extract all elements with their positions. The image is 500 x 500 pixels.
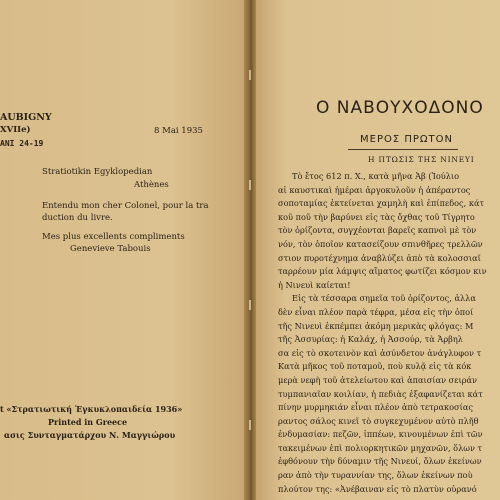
binding-stitch [249, 300, 251, 310]
body-line: στιον πυροτέχνημα ἀναβλύζει ἀπὸ τὰ κολοσσιαῖ [278, 252, 481, 263]
letter-closing: Mes plus excellents compliments [42, 232, 185, 242]
body-line: ἡ Νινευὶ καίεται! [278, 279, 351, 290]
body-line: σοποταμίας ἐκτείνεται χαμηλὴ καὶ ἐπίπεδος, κάτ [278, 198, 485, 209]
binding-stitch [249, 70, 251, 80]
body-text [278, 170, 500, 496]
body-line: πίνην μυρμηκιάν εἶναι πλέον ἀπὸ τετρακοσίας [278, 402, 473, 413]
letter-body-line-2: duction du livre. [42, 213, 113, 223]
heading-rule [348, 149, 458, 150]
body-line: ραν ἀπὸ τὴν τυραννίαν της, ὅλων ἐκείνων ποὺ [278, 470, 473, 481]
body-line: δὲν εἶναι πλέον παρὰ τέφρα, μέσα εἰς τὴν ὁποί [278, 306, 474, 317]
imprint-line-1: t «Στρατιωτική Έγκυκλοπαιδεία 1936» [0, 404, 183, 414]
binding-stitch [249, 180, 251, 190]
part-heading: ΜΕΡΟΣ ΠΡΩΤΟΝ [360, 134, 453, 145]
letter-body-line-1: Entendu mon cher Colonel, pour la tra [42, 201, 209, 211]
body-line: τῆς Νινευὶ ἐκπέμπει ἀκόμη μερικὰς φλόγας: Μ [278, 320, 474, 331]
body-line: ἐφθόνουν τὴν δύναμιν τῆς Νινευί, ὅλων ἐκείνων [278, 456, 482, 467]
body-line: τυμπανιαῖαν κοιλίαν, ἡ πεδιὰς ἐξαφανίζεται κάτ [278, 388, 483, 399]
letter-date: 8 Mai 1935 [154, 126, 203, 136]
body-line: νόν, τὸν ὁποῖον κατασείζουν σπινθῆρες τρελλῶν [278, 238, 483, 249]
body-line: σα εἰς τὸ σκοτεινὸν καὶ ἀσύνδετον ἀνάγλυφον τ [278, 347, 482, 358]
body-line: ραντος σάλος κινεῖ τὸ συγκεχυμένον αὐτὸ πλῆθ [278, 415, 479, 426]
chapter-title: Ο ΝΑΒΟΥΧΟΔΟΝΟ [316, 98, 484, 118]
imprint-line-3: ασις Συνταγματάρχου Ν. Μαγγιώρου [4, 430, 176, 440]
body-line: τακειμένων ἐπὶ πολιορκητικῶν μηχανῶν, ὅλων τ [278, 442, 483, 453]
letterhead-line-2: XVIIe) [0, 125, 31, 135]
recipient-city: Athènes [134, 180, 169, 190]
body-line: κοῦ ποῦ τὴν βαρύνει εἰς τὰς ὄχθας τοῦ Τίγρητο [278, 211, 475, 222]
imprint-line-2: Printed in Greece [48, 417, 128, 427]
body-line: μερὰ νεφὴ τοῦ ἀτελείωτου καὶ ἀπαισίαν σειράν [278, 374, 478, 385]
left-page [0, 0, 244, 500]
right-page [256, 0, 500, 500]
body-line: Εἰς τὰ τέσσαρα σημεῖα τοῦ ὁρίζοντος, ἀλλα [292, 293, 476, 304]
body-line: Κατὰ μῆκος τοῦ ποταμοῦ, ποὺ κυλᾷ εἰς τὰ κόκ [278, 361, 472, 372]
letter-signature: Genevieve Tabouis [70, 244, 151, 254]
section-subtitle: Η ΠΤΩΣΙΣ ΤΗΣ ΝΙΝΕΥΙ [368, 155, 475, 164]
recipient-name: Stratiotikin Egyklopedian [42, 167, 153, 177]
letterhead-line-1: AUBIGNY [0, 112, 52, 123]
body-line: ἐνδυμασίαν: πεζῶν, ἱππέων, κινουμένων ἐπὶ τῶν [278, 429, 483, 440]
body-line: Τὸ ἔτος 612 π. Χ., κατὰ μῆνα Ἀβ (Ἰούλιο [292, 171, 460, 181]
letterhead-line-3: ANI 24-19 [0, 139, 44, 148]
binding-stitch [249, 420, 251, 430]
body-line: τῆς Ἀσσυρίας: ἡ Καλάχ, ἡ Ἀσσούρ, τὰ Ἀρβηλ [278, 334, 463, 345]
body-line: πλούτον της: «Ἀνέβαιναν εἰς τὸ πλατὺν οὐρανό [278, 483, 477, 494]
body-line: ταρρέουν μία λάμψις αἵματος φωτίζει κόσμον κιν [278, 266, 487, 277]
body-line: αἱ καυστικαὶ ἡμέραι ἀργοκυλοῦν ἡ ἀπέραντος [278, 184, 471, 195]
body-line: τὸν ὁρίζοντα, συγχέονται βαρεῖς καπνοὶ μὲ τὸν [278, 225, 477, 236]
book-gutter [244, 0, 256, 500]
